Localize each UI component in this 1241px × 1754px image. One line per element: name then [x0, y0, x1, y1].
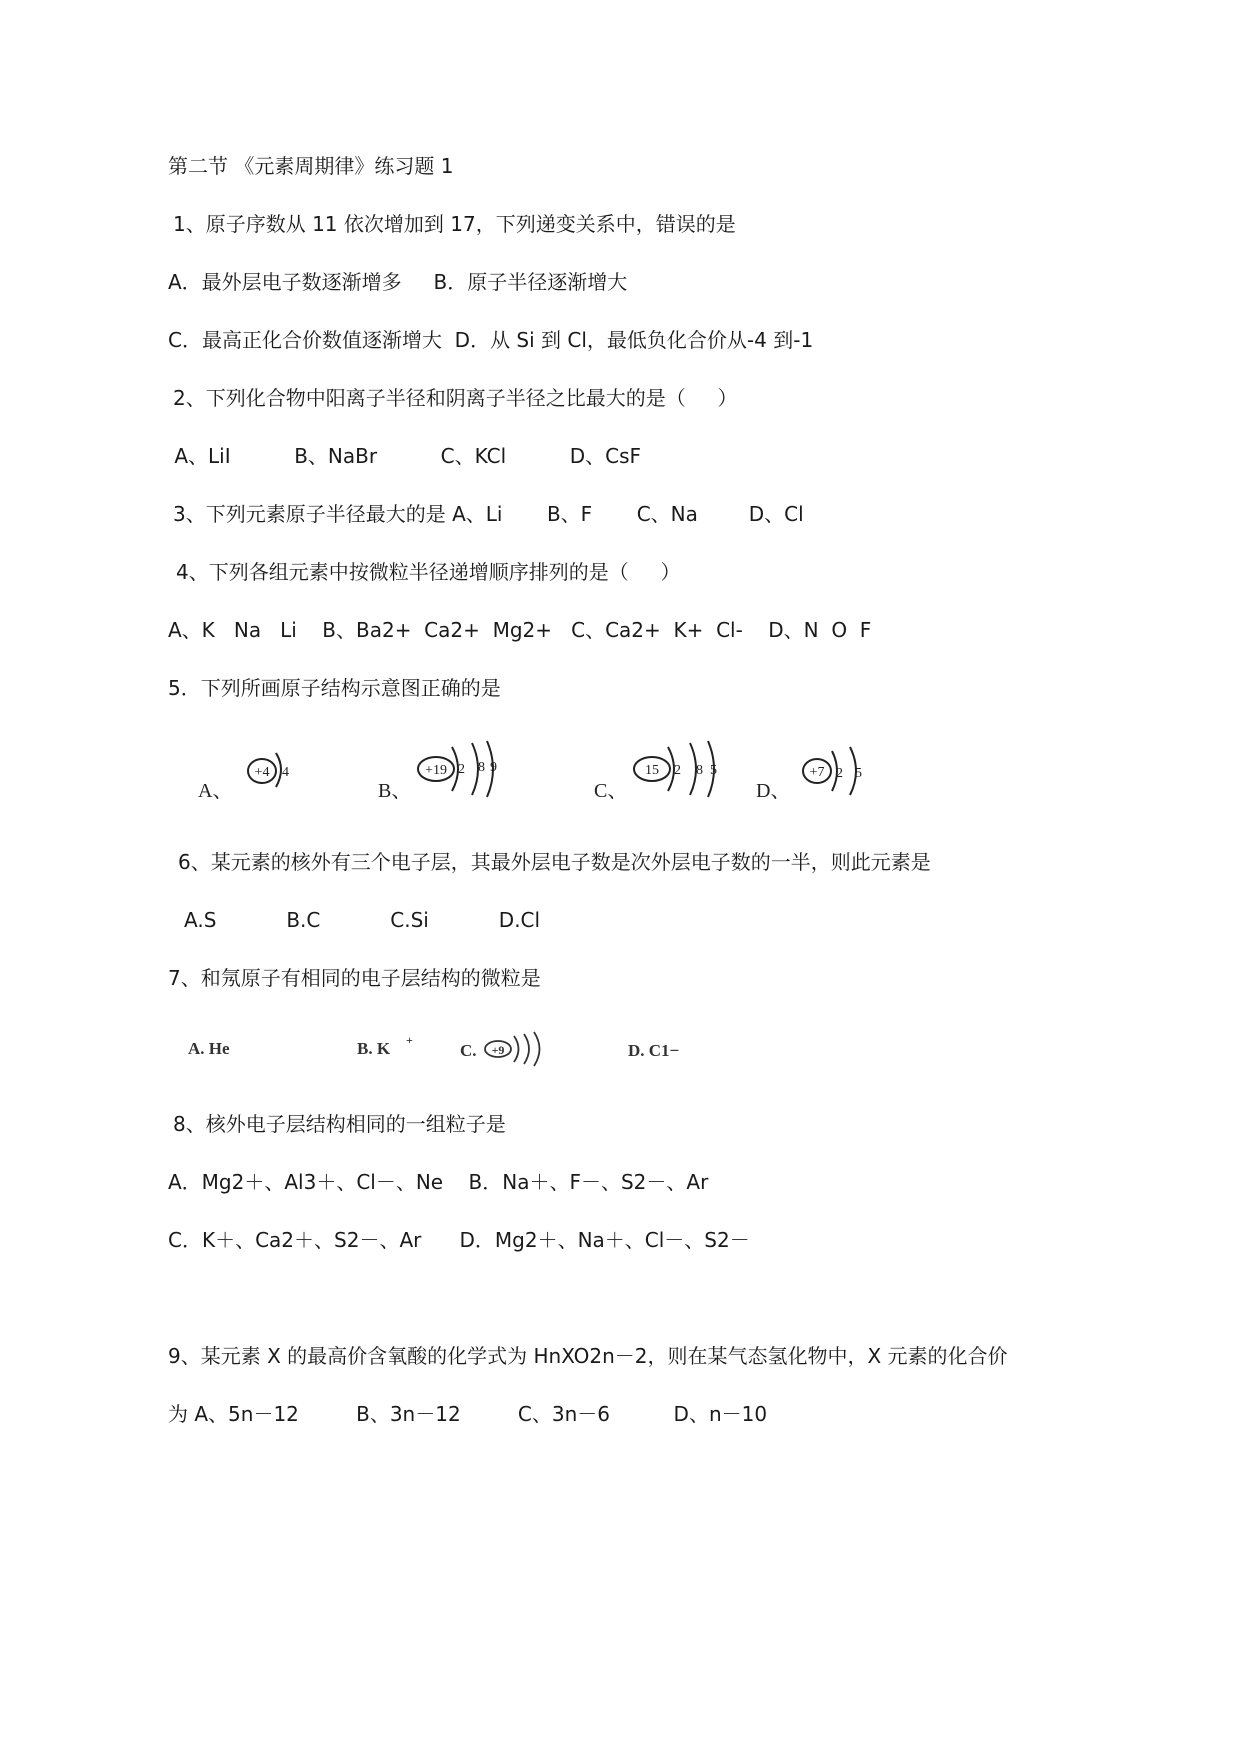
- q5-d-shell-2-count: 5: [855, 766, 862, 781]
- q5-d-shell-1-count: 2: [836, 766, 843, 781]
- question-4-options: A、K Na Li B、Ba2+ Ca2+ Mg2+ C、Ca2+ K+ Cl- D、N O F: [168, 618, 872, 642]
- question-3-stem: 3、下列元素原子半径最大的是 A、Li B、F C、Na D、Cl: [173, 502, 804, 526]
- question-8-options-ab: A．Mg2＋、Al3＋、Cl－、Ne B．Na＋、F－、S2－、Ar: [168, 1170, 709, 1194]
- q5-b-shell-1-count: 2: [458, 762, 465, 777]
- q7-option-b-superscript: +: [406, 1033, 413, 1047]
- question-7-options: [180, 1028, 740, 1072]
- question-2-stem: 2、下列化合物中阳离子半径和阴离子半径之比最大的是（ ）: [173, 386, 738, 410]
- q5-option-c-label: C、: [594, 780, 628, 802]
- q7-option-c: C.: [460, 1041, 477, 1060]
- question-4-stem: 4、下列各组元素中按微粒半径递增顺序排列的是（ ）: [176, 560, 681, 584]
- q5-a-shell-1-count: 4: [282, 765, 289, 780]
- q5-c-shell-2-count: 8: [696, 763, 703, 778]
- question-1-options-ab: A．最外层电子数逐渐增多 B．原子半径逐渐增大: [168, 270, 628, 294]
- q5-c-nucleus: 15: [645, 763, 659, 778]
- q5-d-nucleus: +7: [809, 765, 825, 780]
- question-8-stem: 8、核外电子层结构相同的一组粒子是: [173, 1112, 506, 1136]
- q5-a-nucleus: +4: [254, 765, 270, 780]
- q5-option-b-label: B、: [378, 780, 412, 802]
- question-2-options: A、LiI B、NaBr C、KCl D、CsF: [168, 444, 642, 468]
- q7-c-shell-3: [534, 1032, 540, 1066]
- question-6-stem: 6、某元素的核外有三个电子层，其最外层电子数是次外层电子数的一半，则此元素是: [178, 850, 931, 874]
- question-8-options-cd: C．K＋、Ca2＋、S2－、Ar D．Mg2＋、Na＋、Cl－、S2－: [168, 1228, 750, 1252]
- q5-b-nucleus: +19: [425, 763, 447, 778]
- question-5-stem: 5．下列所画原子结构示意图正确的是: [168, 676, 501, 700]
- question-9-options: 为 A、5n－12 B、3n－12 C、3n－6 D、n－10: [168, 1402, 768, 1426]
- q5-option-d-label: D、: [756, 780, 791, 802]
- question-5-atom-diagrams: [190, 735, 910, 805]
- q5-b-shell-2-count: 8: [478, 760, 485, 775]
- question-7-stem: 7、和氖原子有相同的电子层结构的微粒是: [168, 966, 541, 990]
- q7-c-nucleus: +9: [491, 1043, 505, 1057]
- q5-c-shell-1-count: 2: [674, 763, 681, 778]
- q5-c-shell-3-count: 5: [710, 763, 717, 778]
- question-9-stem: 9、某元素 X 的最高价含氧酸的化学式为 HnXO2n－2，则在某气态氢化物中，X 元素的化合价: [168, 1344, 1008, 1368]
- q7-c-shell-2: [524, 1034, 529, 1064]
- q7-option-a: A. He: [188, 1039, 230, 1058]
- page-title: 第二节 《元素周期律》练习题 1: [168, 154, 454, 178]
- q7-option-b: B. K: [357, 1039, 391, 1058]
- question-6-options: A.S B.C C.Si D.Cl: [184, 908, 541, 932]
- q7-c-shell-1: [514, 1036, 519, 1062]
- q5-b-shell-3-count: 9: [490, 760, 497, 775]
- question-1-options-cd: C．最高正化合价数值逐渐增大 D．从 Si 到 Cl，最低负化合价从-4 到-1: [168, 328, 814, 352]
- q7-option-d: D. C1−: [628, 1041, 680, 1060]
- q5-option-a-label: A、: [198, 780, 233, 802]
- question-1-stem: 1、原子序数从 11 依次增加到 17，下列递变关系中，错误的是: [173, 212, 736, 236]
